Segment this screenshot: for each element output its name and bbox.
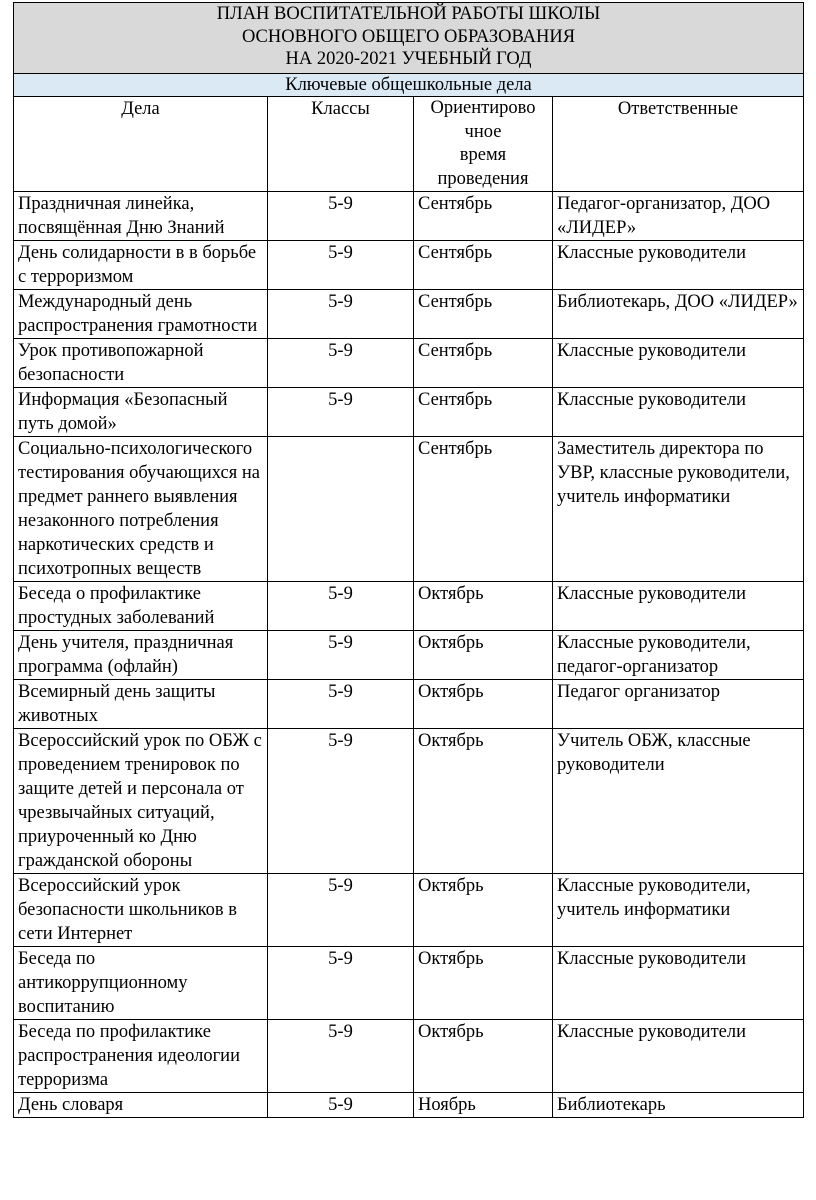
document-page	[13, 2, 803, 1118]
event-cell: Всемирный день защиты животных	[14, 680, 268, 729]
classes-cell: 5-9	[268, 1093, 414, 1118]
classes-cell: 5-9	[268, 339, 414, 388]
section-heading: Ключевые общешкольные дела	[14, 74, 804, 97]
time-cell: Сентябрь	[414, 192, 553, 241]
event-cell: Беседа по антикоррупционному воспитанию	[14, 947, 268, 1020]
time-cell: Октябрь	[414, 680, 553, 729]
responsible-cell: Классные руководители, учитель информатики	[553, 874, 804, 947]
event-cell: Беседа по профилактике распространения идеологии терроризма	[14, 1020, 268, 1093]
time-header-line-4: проведения	[437, 168, 529, 189]
plan-table	[13, 2, 804, 1118]
event-cell: Всероссийский урок безопасности школьников в сети Интернет	[14, 874, 268, 947]
event-cell: День словаря	[14, 1093, 268, 1118]
responsible-cell: Классные руководители	[553, 582, 804, 631]
event-cell: Беседа о профилактике простудных заболеваний	[14, 582, 268, 631]
table-row	[14, 437, 804, 582]
table-row	[14, 192, 804, 241]
responsible-cell: Классные руководители	[553, 1020, 804, 1093]
time-cell: Сентябрь	[414, 437, 553, 582]
document-title	[14, 3, 804, 74]
time-cell: Сентябрь	[414, 241, 553, 290]
classes-cell: 5-9	[268, 947, 414, 1020]
table-row	[14, 729, 804, 874]
event-cell: Социально-психологического тестирования обучающихся на предмет раннего выявления незаконного потребления наркотических средств и психотропных веществ	[14, 437, 268, 582]
time-cell: Сентябрь	[414, 388, 553, 437]
classes-cell: 5-9	[268, 1020, 414, 1093]
responsible-cell: Педагог организатор	[553, 680, 804, 729]
classes-cell: 5-9	[268, 241, 414, 290]
classes-cell: 5-9	[268, 290, 414, 339]
table-row	[14, 241, 804, 290]
time-header-line-2: чное	[464, 121, 502, 142]
column-header-events: Дела	[14, 97, 268, 192]
column-header-classes: Классы	[268, 97, 414, 192]
column-header-time	[414, 97, 553, 192]
table-row	[14, 290, 804, 339]
classes-cell	[268, 437, 414, 582]
table-row	[14, 680, 804, 729]
classes-cell: 5-9	[268, 680, 414, 729]
column-header-row	[14, 97, 804, 192]
time-cell: Сентябрь	[414, 290, 553, 339]
classes-cell: 5-9	[268, 192, 414, 241]
responsible-cell: Классные руководители, педагог-организатор	[553, 631, 804, 680]
classes-cell: 5-9	[268, 631, 414, 680]
title-row	[14, 3, 804, 74]
table-row	[14, 631, 804, 680]
responsible-cell: Заместитель директора по УВР, классные руководители, учитель информатики	[553, 437, 804, 582]
time-cell: Октябрь	[414, 582, 553, 631]
event-cell: Информация «Безопасный путь домой»	[14, 388, 268, 437]
title-line-2: ОСНОВНОГО ОБЩЕГО ОБРАЗОВАНИЯ	[241, 26, 576, 47]
responsible-cell: Классные руководители	[553, 388, 804, 437]
event-cell: День учителя, праздничная программа (офлайн)	[14, 631, 268, 680]
table-row	[14, 1093, 804, 1118]
time-cell: Октябрь	[414, 947, 553, 1020]
event-cell: Урок противопожарной безопасности	[14, 339, 268, 388]
responsible-cell: Классные руководители	[553, 339, 804, 388]
responsible-cell: Библиотекарь, ДОО «ЛИДЕР»	[553, 290, 804, 339]
time-cell: Октябрь	[414, 1020, 553, 1093]
time-header-line-1: Ориентирово	[430, 98, 536, 118]
column-header-responsible: Ответственные	[553, 97, 804, 192]
title-line-3: НА 2020-2021 УЧЕБНЫЙ ГОД	[285, 49, 532, 69]
table-row	[14, 947, 804, 1020]
classes-cell: 5-9	[268, 874, 414, 947]
table-row	[14, 582, 804, 631]
event-cell: Праздничная линейка, посвящённая Дню Знаний	[14, 192, 268, 241]
event-cell: Международный день распространения грамотности	[14, 290, 268, 339]
time-cell: Октябрь	[414, 874, 553, 947]
title-line-1: ПЛАН ВОСПИТАТЕЛЬНОЙ РАБОТЫ ШКОЛЫ	[216, 4, 601, 24]
time-cell: Ноябрь	[414, 1093, 553, 1118]
table-row	[14, 1020, 804, 1093]
responsible-cell: Педагог-организатор, ДОО «ЛИДЕР»	[553, 192, 804, 241]
time-cell: Октябрь	[414, 729, 553, 874]
event-cell: Всероссийский урок по ОБЖ с проведением тренировок по защите детей и персонала от чрезвычайных ситуаций, приуроченный ко Дню гражданской обороны	[14, 729, 268, 874]
table-row	[14, 874, 804, 947]
classes-cell: 5-9	[268, 388, 414, 437]
responsible-cell: Классные руководители	[553, 241, 804, 290]
responsible-cell: Классные руководители	[553, 947, 804, 1020]
responsible-cell: Библиотекарь	[553, 1093, 804, 1118]
table-row	[14, 339, 804, 388]
event-cell: День солидарности в в борьбе с терроризмом	[14, 241, 268, 290]
classes-cell: 5-9	[268, 729, 414, 874]
time-cell: Октябрь	[414, 631, 553, 680]
time-header-line-3: время	[459, 145, 507, 165]
time-cell: Сентябрь	[414, 339, 553, 388]
table-row	[14, 388, 804, 437]
section-row	[14, 74, 804, 97]
classes-cell: 5-9	[268, 582, 414, 631]
responsible-cell: Учитель ОБЖ, классные руководители	[553, 729, 804, 874]
